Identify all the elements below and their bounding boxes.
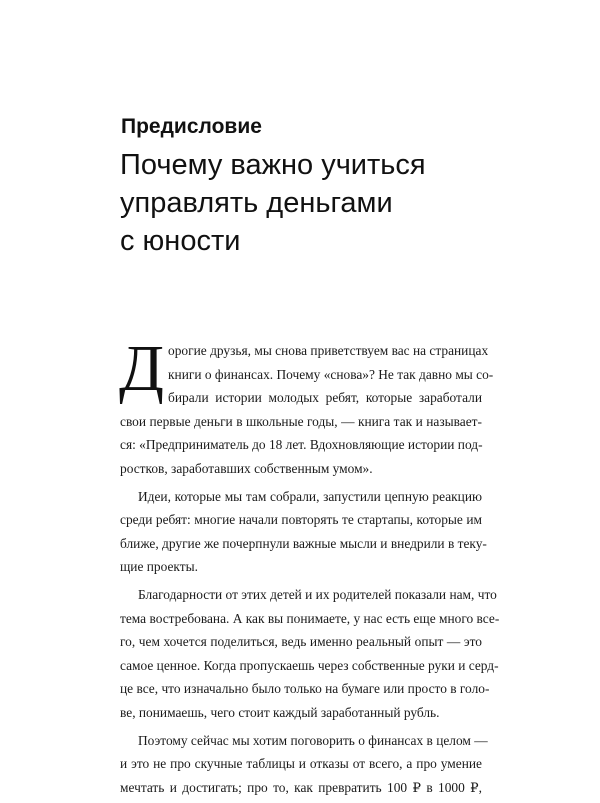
text-line: книги о финансах. Почему «снова»? Не так давно мы со- bbox=[168, 366, 494, 382]
text-line: Поэтому сейчас мы хотим поговорить о финансах в целом — bbox=[138, 732, 488, 748]
paragraph bbox=[120, 485, 487, 579]
text-line: бирали истории молодых ребят, которые заработали bbox=[168, 390, 482, 406]
text-line: среди ребят: многие начали повторять те стартапы, которые им bbox=[120, 512, 482, 528]
text-line: ближе, другие же почерпнули важные мысли и внедрили в теку- bbox=[120, 535, 487, 551]
text-line: свои первые деньги в школьные годы, — книга так и называет- bbox=[120, 413, 482, 429]
text-line: ся: «Предприниматель до 18 лет. Вдохновляющие истории под- bbox=[120, 437, 483, 453]
chapter-title-line: управлять деньгами bbox=[120, 187, 393, 219]
text-line: мечтать и достигать; про то, как превратить 100 ₽ в 1000 ₽, bbox=[120, 779, 482, 795]
paragraph bbox=[119, 332, 494, 481]
text-line: Благодарности от этих детей и их родителей показали нам, что bbox=[138, 586, 497, 602]
text-line: Идеи, которые мы там собрали, запустили цепную реакцию bbox=[138, 488, 482, 504]
paragraph bbox=[120, 729, 488, 800]
text-line: и это не про скучные таблицы и отказы от всего, а про умение bbox=[120, 756, 482, 772]
text-line: ростков, заработавших собственным умом». bbox=[120, 460, 373, 476]
body-text bbox=[119, 332, 500, 803]
text-line: щие проекты. bbox=[120, 559, 198, 575]
chapter-title-line: Почему важно учиться bbox=[120, 149, 426, 181]
section-label: Предисловие bbox=[121, 115, 262, 138]
chapter-title-line: с юности bbox=[120, 225, 241, 257]
paragraph bbox=[120, 583, 500, 725]
text-line: го, чем хочется поделиться, ведь именно реальный опыт — это bbox=[120, 634, 482, 650]
text-line: самое ценное. Когда пропускаешь через собственные руки и серд- bbox=[120, 657, 499, 673]
chapter-title bbox=[120, 146, 500, 260]
text-line: тема востребована. А как вы понимаете, у нас есть еще много все- bbox=[120, 610, 500, 626]
text-line: це все, что изначально было только на бумаге или просто в голо- bbox=[120, 681, 490, 697]
text-line: ве, понимаешь, чего стоит каждый заработанный рубль. bbox=[120, 704, 440, 720]
drop-cap: Д bbox=[119, 332, 165, 405]
text-line: орогие друзья, мы снова приветствуем вас на страницах bbox=[168, 343, 489, 358]
